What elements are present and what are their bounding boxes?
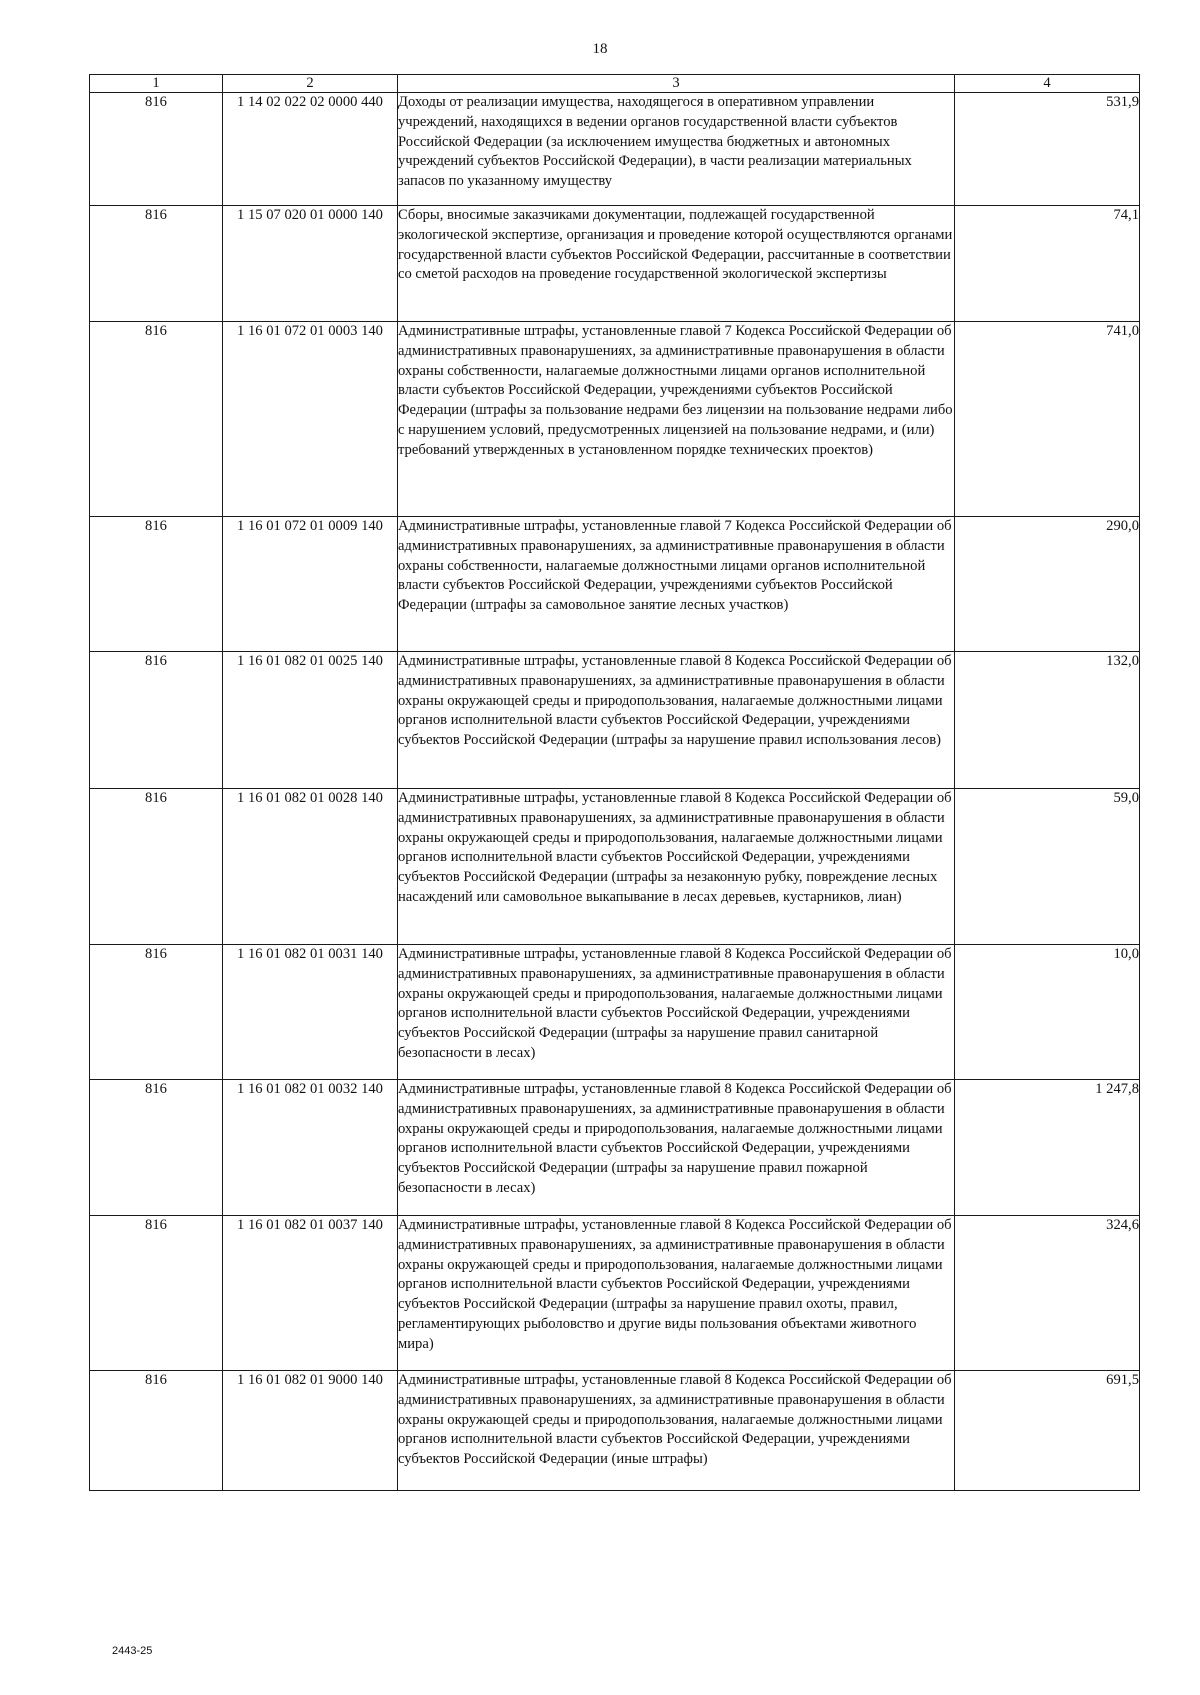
column-number-1: 1 [90, 75, 223, 93]
amount-cell: 1 247,8 [955, 1080, 1140, 1216]
revenue-name-cell: Административные штрафы, установленные главой 8 Кодекса Российской Федерации об административных правонарушениях, за административные правонарушения в области охраны окружающей среды и природопользования, налагаемые должностными лицами органов исполнительной власти субъектов Российской Федерации, учреждениями субъектов Российской Федерации (штрафы за нарушение правил санитарной безопасности в лесах) [398, 945, 955, 1080]
amount-cell: 290,0 [955, 517, 1140, 652]
revenue-table [89, 74, 1140, 1491]
column-number-4: 4 [955, 75, 1140, 93]
table-row [90, 1371, 1140, 1491]
revenue-name-cell: Административные штрафы, установленные главой 7 Кодекса Российской Федерации об административных правонарушениях, за административные правонарушения в области охраны собственности, налагаемые должностными лицами органов исполнительной власти субъектов Российской Федерации, учреждениями субъектов Российской Федерации (штрафы за пользование недрами без лицензии на пользование недрами либо с нарушением условий, предусмотренных лицензией на пользование недрами, и (или) требований утвержденных в установленном порядке технических проектов) [398, 322, 955, 517]
revenue-code-cell: 1 15 07 020 01 0000 140 [223, 206, 398, 322]
amount-cell: 132,0 [955, 652, 1140, 789]
revenue-name-cell: Административные штрафы, установленные главой 8 Кодекса Российской Федерации об административных правонарушениях, за административные правонарушения в области охраны окружающей среды и природопользования, налагаемые должностными лицами органов исполнительной власти субъектов Российской Федерации, учреждениями субъектов Российской Федерации (штрафы за нарушение правил охоты, правил, регламентирующих рыболовство и другие виды пользования объектами животного мира) [398, 1216, 955, 1371]
admin-code-cell: 816 [90, 1216, 223, 1371]
table-row [90, 517, 1140, 652]
admin-code-cell: 816 [90, 1080, 223, 1216]
admin-code-cell: 816 [90, 206, 223, 322]
revenue-name-cell: Административные штрафы, установленные главой 8 Кодекса Российской Федерации об административных правонарушениях, за административные правонарушения в области охраны окружающей среды и природопользования, налагаемые должностными лицами органов исполнительной власти субъектов Российской Федерации, учреждениями субъектов Российской Федерации (иные штрафы) [398, 1371, 955, 1491]
admin-code-cell: 816 [90, 652, 223, 789]
revenue-name-cell: Административные штрафы, установленные главой 8 Кодекса Российской Федерации об административных правонарушениях, за административные правонарушения в области охраны окружающей среды и природопользования, налагаемые должностными лицами органов исполнительной власти субъектов Российской Федерации, учреждениями субъектов Российской Федерации (штрафы за нарушение правил пожарной безопасности в лесах) [398, 1080, 955, 1216]
table-row [90, 93, 1140, 206]
table-row [90, 322, 1140, 517]
revenue-name-cell: Административные штрафы, установленные главой 7 Кодекса Российской Федерации об административных правонарушениях, за административные правонарушения в области охраны собственности, налагаемые должностными лицами органов исполнительной власти субъектов Российской Федерации, учреждениями субъектов Российской Федерации (штрафы за самовольное занятие лесных участков) [398, 517, 955, 652]
column-number-row [90, 75, 1140, 93]
amount-cell: 74,1 [955, 206, 1140, 322]
column-number-2: 2 [223, 75, 398, 93]
amount-cell: 531,9 [955, 93, 1140, 206]
admin-code-cell: 816 [90, 945, 223, 1080]
amount-cell: 741,0 [955, 322, 1140, 517]
table-row [90, 652, 1140, 789]
revenue-code-cell: 1 16 01 082 01 9000 140 [223, 1371, 398, 1491]
revenue-code-cell: 1 14 02 022 02 0000 440 [223, 93, 398, 206]
revenue-code-cell: 1 16 01 082 01 0028 140 [223, 789, 398, 945]
admin-code-cell: 816 [90, 93, 223, 206]
revenue-name-cell: Доходы от реализации имущества, находящегося в оперативном управлении учреждений, находящихся в ведении органов государственной власти субъектов Российской Федерации (за исключением имущества бюджетных и автономных учреждений субъектов Российской Федерации), в части реализации материальных запасов по указанному имуществу [398, 93, 955, 206]
revenue-code-cell: 1 16 01 072 01 0009 140 [223, 517, 398, 652]
revenue-code-cell: 1 16 01 082 01 0031 140 [223, 945, 398, 1080]
page-number: 18 [592, 41, 608, 57]
revenue-code-cell: 1 16 01 082 01 0037 140 [223, 1216, 398, 1371]
revenue-name-cell: Административные штрафы, установленные главой 8 Кодекса Российской Федерации об административных правонарушениях, за административные правонарушения в области охраны окружающей среды и природопользования, налагаемые должностными лицами органов исполнительной власти субъектов Российской Федерации, учреждениями субъектов Российской Федерации (штрафы за незаконную рубку, повреждение лесных насаждений или самовольное выкапывание в лесах деревьев, кустарников, лиан) [398, 789, 955, 945]
revenue-code-cell: 1 16 01 082 01 0032 140 [223, 1080, 398, 1216]
revenue-name-cell: Административные штрафы, установленные главой 8 Кодекса Российской Федерации об административных правонарушениях, за административные правонарушения в области охраны окружающей среды и природопользования, налагаемые должностными лицами органов исполнительной власти субъектов Российской Федерации, учреждениями субъектов Российской Федерации (штрафы за нарушение правил использования лесов) [398, 652, 955, 789]
table-row [90, 945, 1140, 1080]
amount-cell: 10,0 [955, 945, 1140, 1080]
table-row [90, 1216, 1140, 1371]
table-row [90, 206, 1140, 322]
admin-code-cell: 816 [90, 322, 223, 517]
admin-code-cell: 816 [90, 1371, 223, 1491]
admin-code-cell: 816 [90, 789, 223, 945]
table-row [90, 1080, 1140, 1216]
table-row [90, 789, 1140, 945]
amount-cell: 691,5 [955, 1371, 1140, 1491]
amount-cell: 324,6 [955, 1216, 1140, 1371]
amount-cell: 59,0 [955, 789, 1140, 945]
admin-code-cell: 816 [90, 517, 223, 652]
revenue-code-cell: 1 16 01 072 01 0003 140 [223, 322, 398, 517]
revenue-name-cell: Сборы, вносимые заказчиками документации, подлежащей государственной экологической экспертизе, организация и проведение которой осуществляются органами государственной власти субъектов Российской Федерации, рассчитанные в соответствии со сметой расходов на проведение государственной экологической экспертизы [398, 206, 955, 322]
revenue-code-cell: 1 16 01 082 01 0025 140 [223, 652, 398, 789]
column-number-3: 3 [398, 75, 955, 93]
document-code: 2443-25 [112, 1645, 153, 1657]
